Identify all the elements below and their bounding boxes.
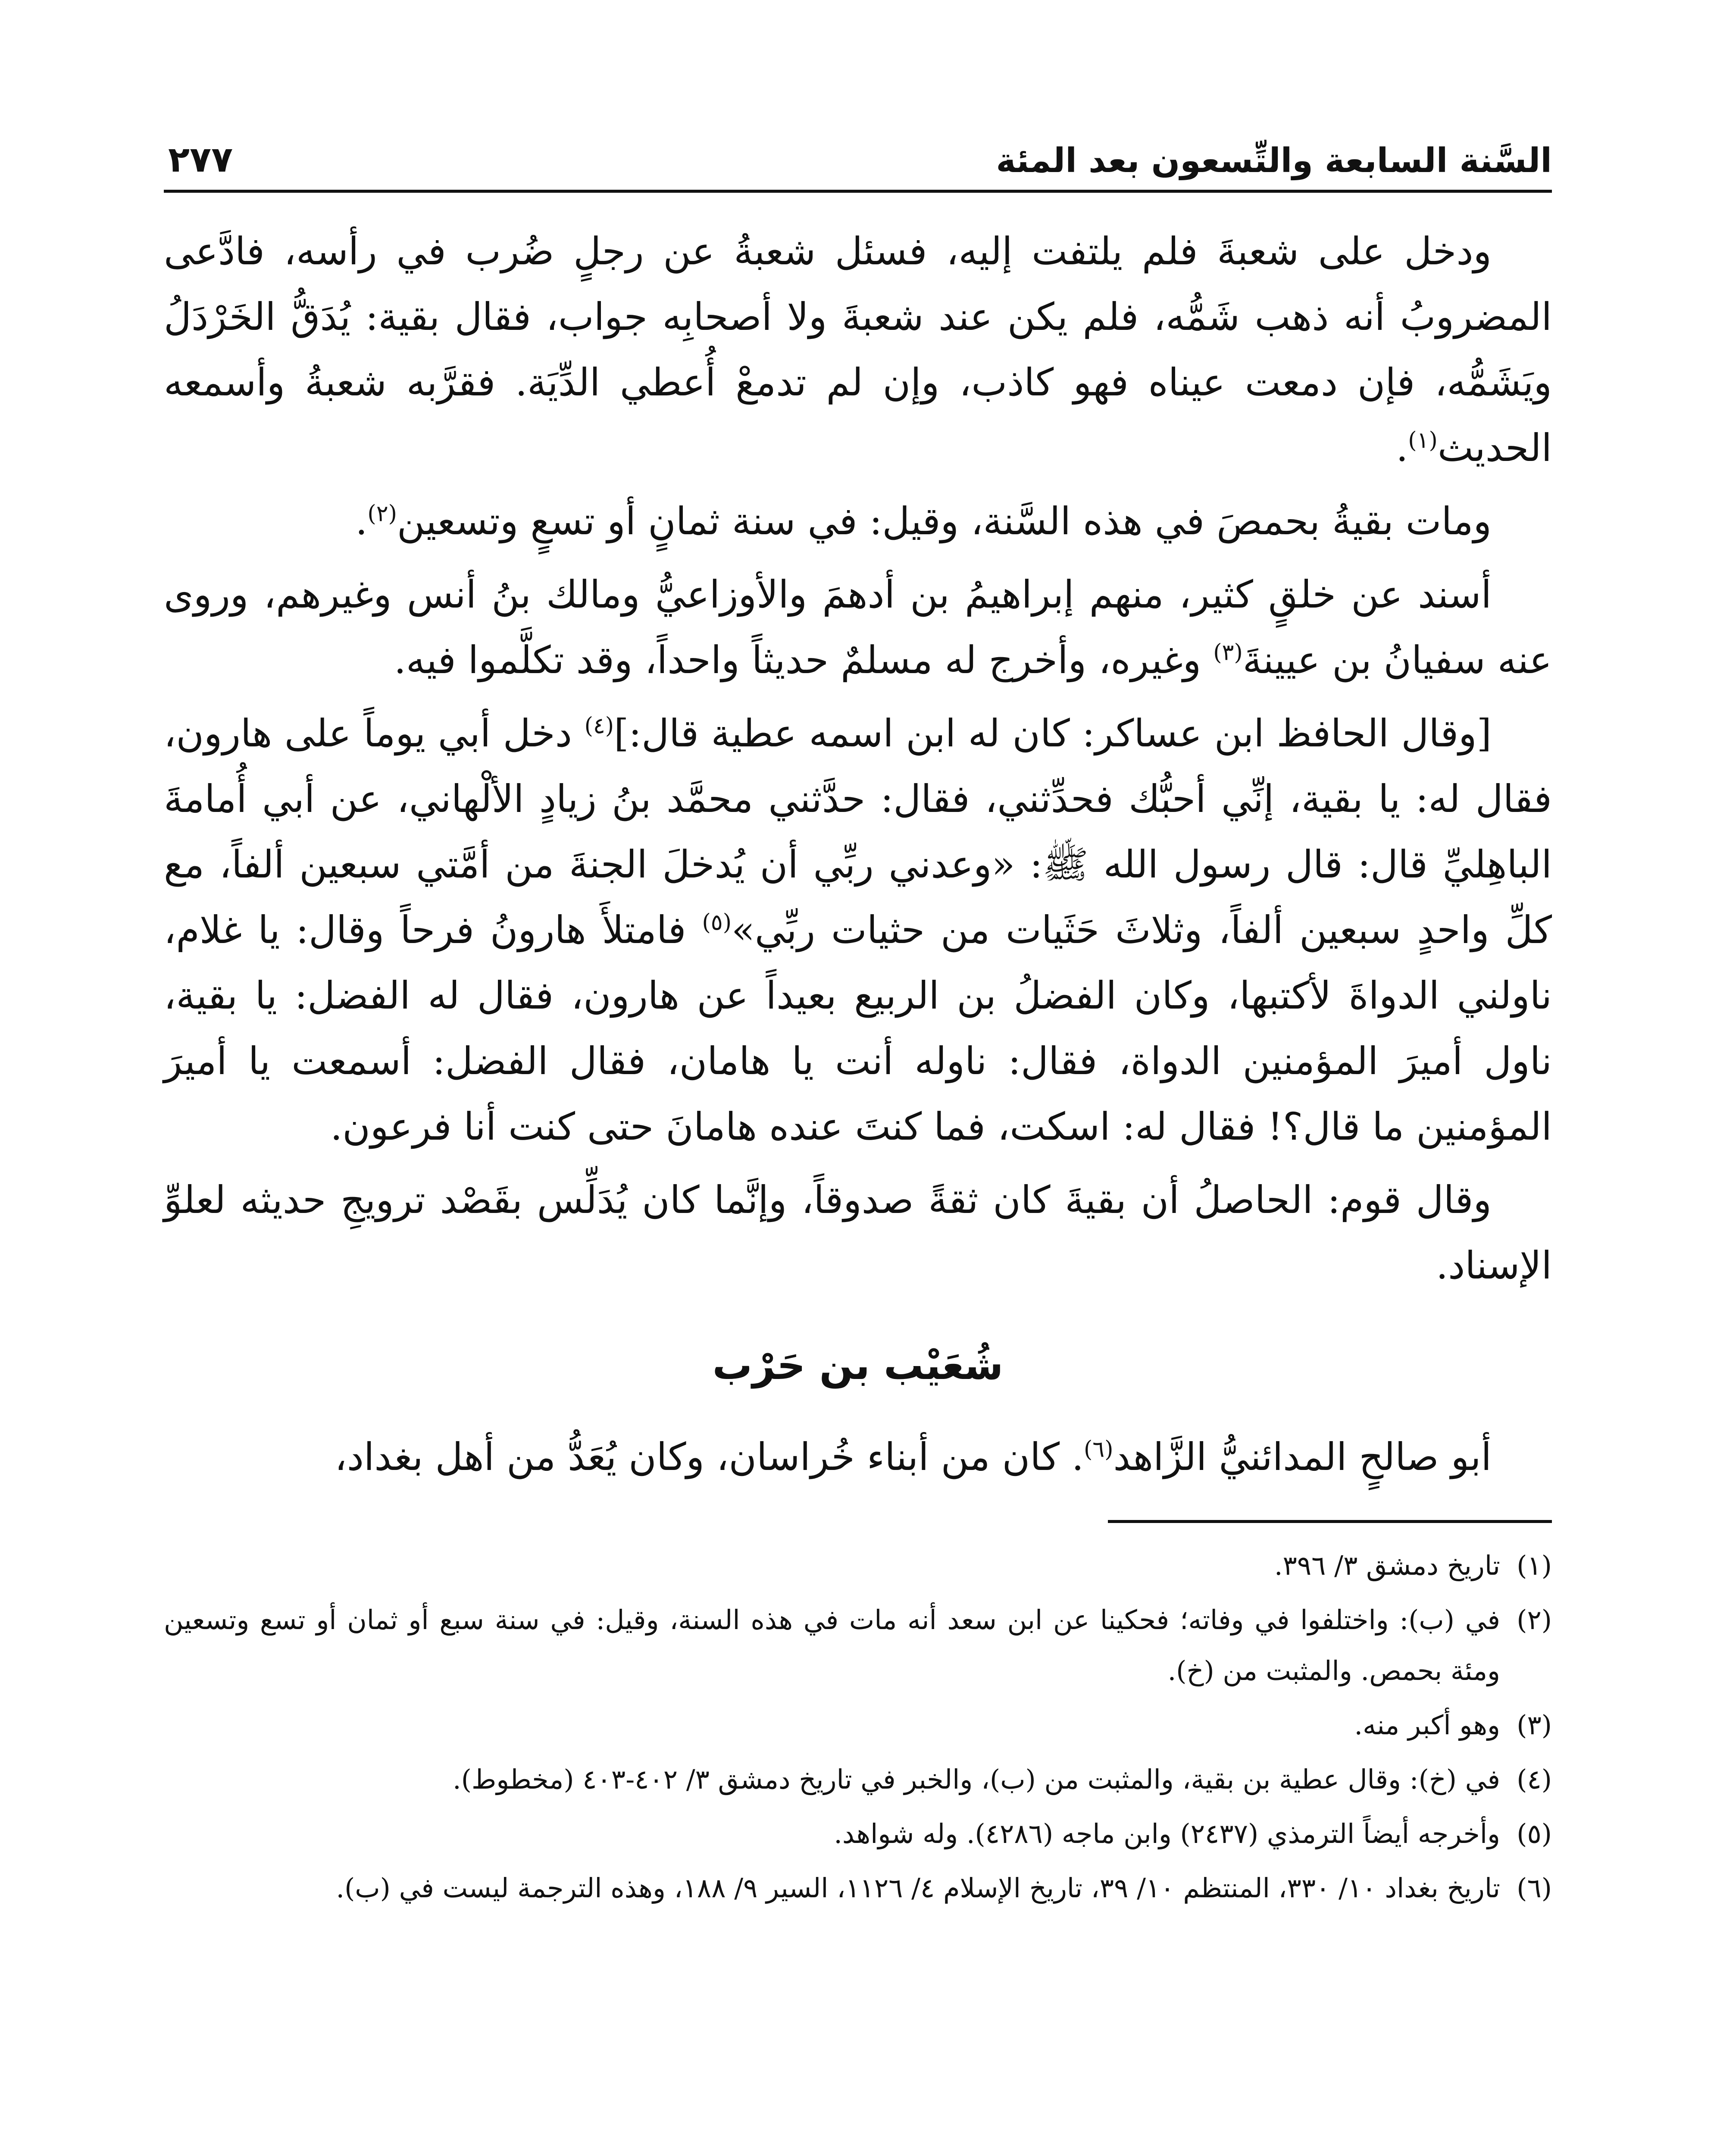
paragraph: ومات بقيةُ بحمصَ في هذه السَّنة، وقيل: في سنة ثمانٍ أو تسعٍ وتسعين$^{(٢)}$.	[355, 499, 1492, 543]
footnote	[164, 1863, 1552, 1914]
paragraph: وقال قوم: الحاصلُ أن بقيةَ كان ثقةً صدوقاً، وإنَّما كان يُدَلِّس بقَصْد ترويجِ حديثه لعلوِّ الإسناد.	[164, 1178, 1552, 1288]
paragraph: أسند عن خلقٍ كثير، منهم إبراهيمُ بن أدهمَ والأوزاعيُّ ومالك بنُ أنس وغيرهم، وروى عنه سفيانُ بن عيينةَ$^{(٣)}$ وغيره، وأخرج له مسلمٌ حديثاً واحداً، وقد تكلَّموا فيه.	[164, 572, 1552, 682]
footnote-ref: (٣)	[1213, 639, 1243, 666]
footnote-ref: (٥)	[702, 909, 732, 936]
footnote-number: (٥)	[1517, 1818, 1552, 1849]
footnote-number: (٦)	[1517, 1872, 1552, 1904]
footnote-text: في (ب): واختلفوا في وفاته؛ فحكينا عن ابن سعد أنه مات في هذه السنة، وقيل: في سنة سبع أو ثمان أو تسع وتسعين ومئة بحمص. والمثبت من (خ).	[164, 1604, 1500, 1686]
footnote-divider	[1108, 1520, 1552, 1523]
footnote-ref: (٢)	[367, 501, 397, 527]
footnote-ref: (٦)	[1083, 1436, 1113, 1463]
main-text	[164, 219, 1552, 1490]
footnote-ref: (١)	[1408, 427, 1438, 454]
section-title: شُعَيْب بن حَرْب	[712, 1342, 1004, 1388]
footnote-text: تاريخ بغداد ١٠/ ٣٣٠، المنتظم ١٠/ ٣٩، تاريخ الإسلام ٤/ ١١٢٦، السير ٩/ ١٨٨، وهذه الترجمة ليست في (ب).	[336, 1872, 1500, 1904]
footnote-number: (٤)	[1517, 1764, 1552, 1795]
footnote	[164, 1808, 1552, 1859]
footnote	[164, 1754, 1552, 1805]
page-number: ٢٧٧	[168, 139, 233, 180]
footnote-text: وهو أكبر منه.	[1354, 1709, 1500, 1741]
footnote	[164, 1700, 1552, 1751]
footnote-ref: (٤)	[584, 713, 614, 739]
section-paragraph: أبو صالحٍ المدائنيُّ الزَّاهد$^{(٦)}$. كان من أبناء خُراسان، وكان يُعَدُّ من أهل بغداد،	[335, 1435, 1492, 1479]
footnote-text: تاريخ دمشق ٣/ ٣٩٦.	[1274, 1550, 1500, 1581]
paragraph: ودخل على شعبةَ فلم يلتفت إليه، فسئل شعبةُ عن رجلٍ ضُرب في رأسه، فادَّعى المضروبُ أنه ذهب شَمُّه، فلم يكن عند شعبةَ ولا أصحابِه جواب، فقال بقية: يُدَقُّ الخَرْدَلُ ويَشَمُّه، فإن دمعت عيناه فهو كاذب، وإن لم تدمعْ أُعطي الدِّيَة. فقرَّبه شعبةُ وأسمعه الحديث$^{(١)}$.	[164, 229, 1552, 470]
running-title: السَّنة السابعة والتِّسعون بعد المئة	[996, 141, 1552, 180]
book-page	[164, 125, 1552, 2156]
footnote-text: في (خ): وقال عطية بن بقية، والمثبت من (ب)، والخبر في تاريخ دمشق ٣/ ٤٠٢-٤٠٣ (مخطوط).	[453, 1764, 1500, 1795]
footnote-number: (٢)	[1517, 1604, 1552, 1636]
footnote	[164, 1595, 1552, 1696]
footnote-number: (١)	[1517, 1550, 1552, 1581]
page-header	[164, 125, 1552, 193]
footnote-number: (٣)	[1517, 1709, 1552, 1741]
paragraph: [وقال الحافظ ابن عساكر: كان له ابن اسمه عطية قال:]$^{(٤)}$ دخل أبي يوماً على هارون، فقال له: يا بقية، إنِّي أحبُّك فحدِّثني، فقال: حدَّثني محمَّد بنُ زيادٍ الألْهاني، عن أبي أُمامةَ الباهِليِّ قال: قال رسول الله ﷺ: «وعدني ربِّي أن يُدخلَ الجنةَ من أمَّتي سبعين ألفاً، مع كلِّ واحدٍ سبعين ألفاً، وثلاثَ حَثَيات من حثيات ربِّي»$^{(٥)}$ فامتلأَ هارونُ فرحاً وقال: يا غلام، ناولني الدواةَ لأكتبها، وكان الفضلُ بن الربيع بعيداً عن هارون، فقال له الفضل: يا بقية، ناول أميرَ المؤمنين الدواة، فقال: ناوله أنت يا هامان، فقال الفضل: أسمعت يا أميرَ المؤمنين ما قال؟! فقال له: اسكت، فما كنتَ عنده هامانَ حتى كنت أنا فرعون.	[164, 711, 1552, 1149]
footnotes	[164, 1540, 1552, 1914]
footnote	[164, 1540, 1552, 1591]
footnote-text: وأخرجه أيضاً الترمذي (٢٤٣٧) وابن ماجه (٤٢٨٦). وله شواهد.	[834, 1818, 1500, 1849]
